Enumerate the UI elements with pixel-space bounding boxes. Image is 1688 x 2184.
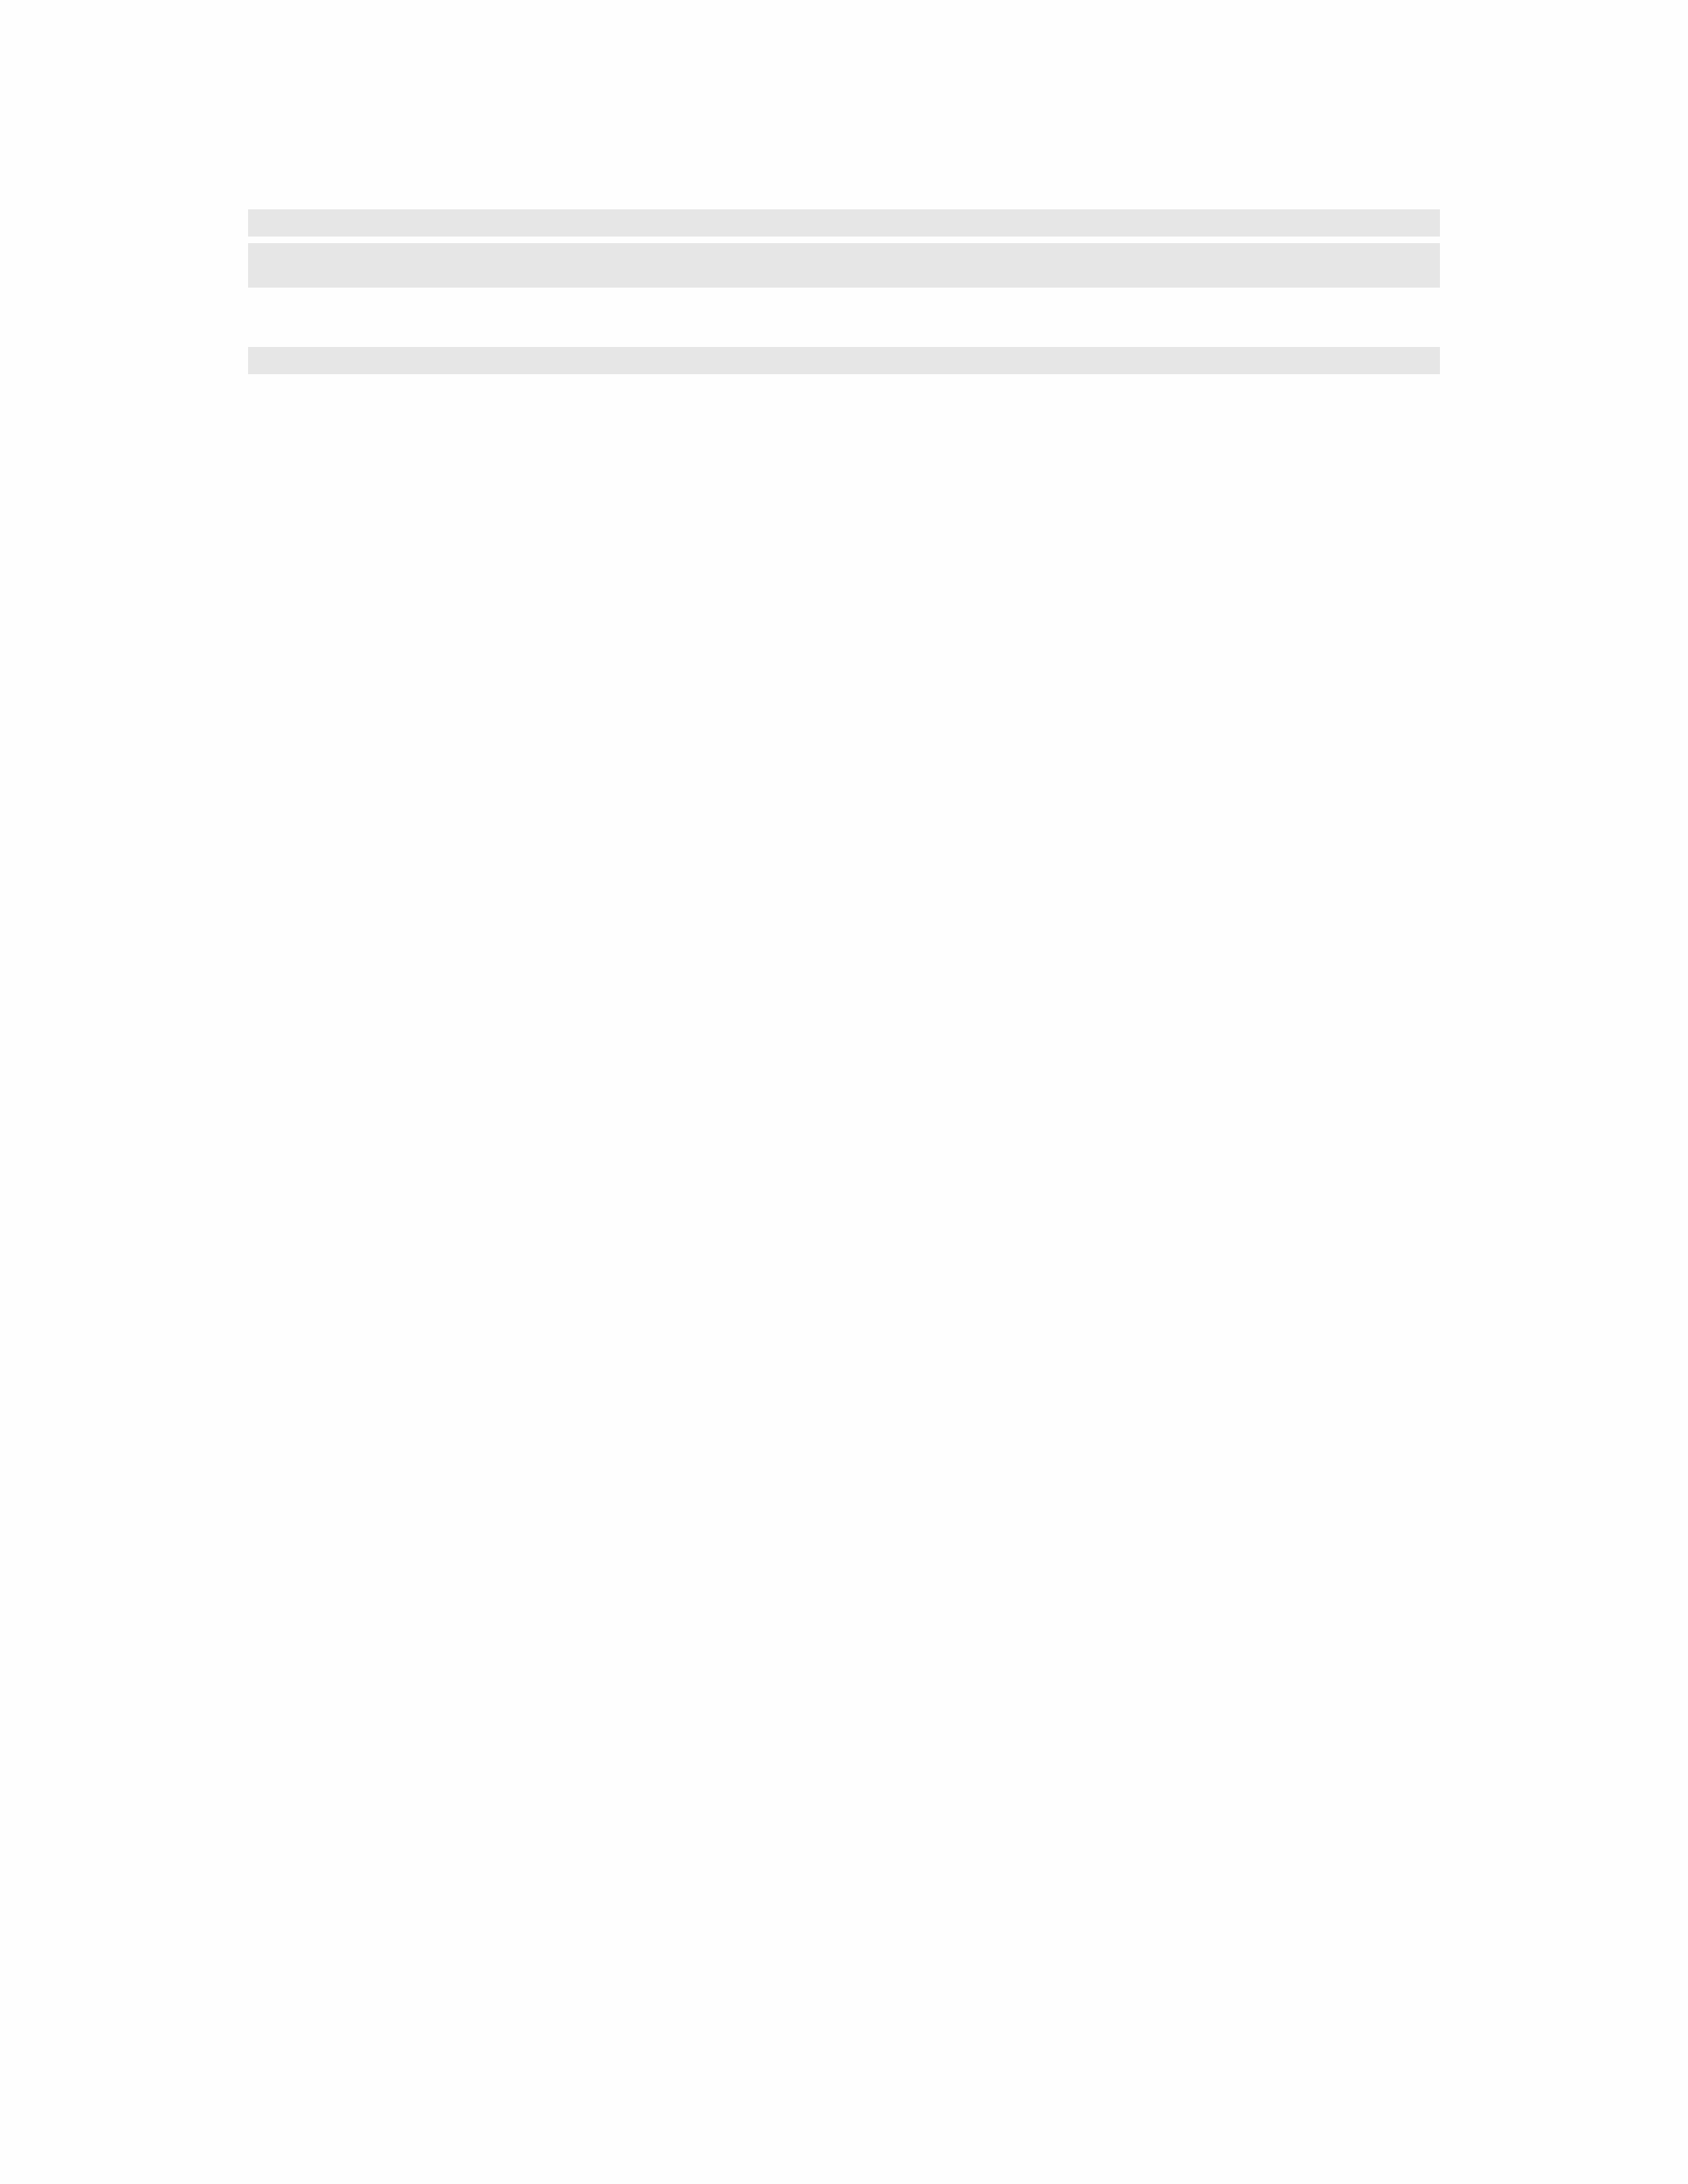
name-virtual-host-code-block (248, 347, 1440, 374)
code-row (248, 243, 1440, 288)
paragraph-soa-intro (248, 198, 1440, 209)
saturnus-records-code-block (248, 243, 1440, 288)
document-page (248, 198, 1440, 374)
section-spacer (248, 293, 1440, 347)
code-row (248, 347, 1440, 374)
soa-entry-row (248, 209, 1440, 237)
soa-entry-code-block (248, 209, 1440, 237)
